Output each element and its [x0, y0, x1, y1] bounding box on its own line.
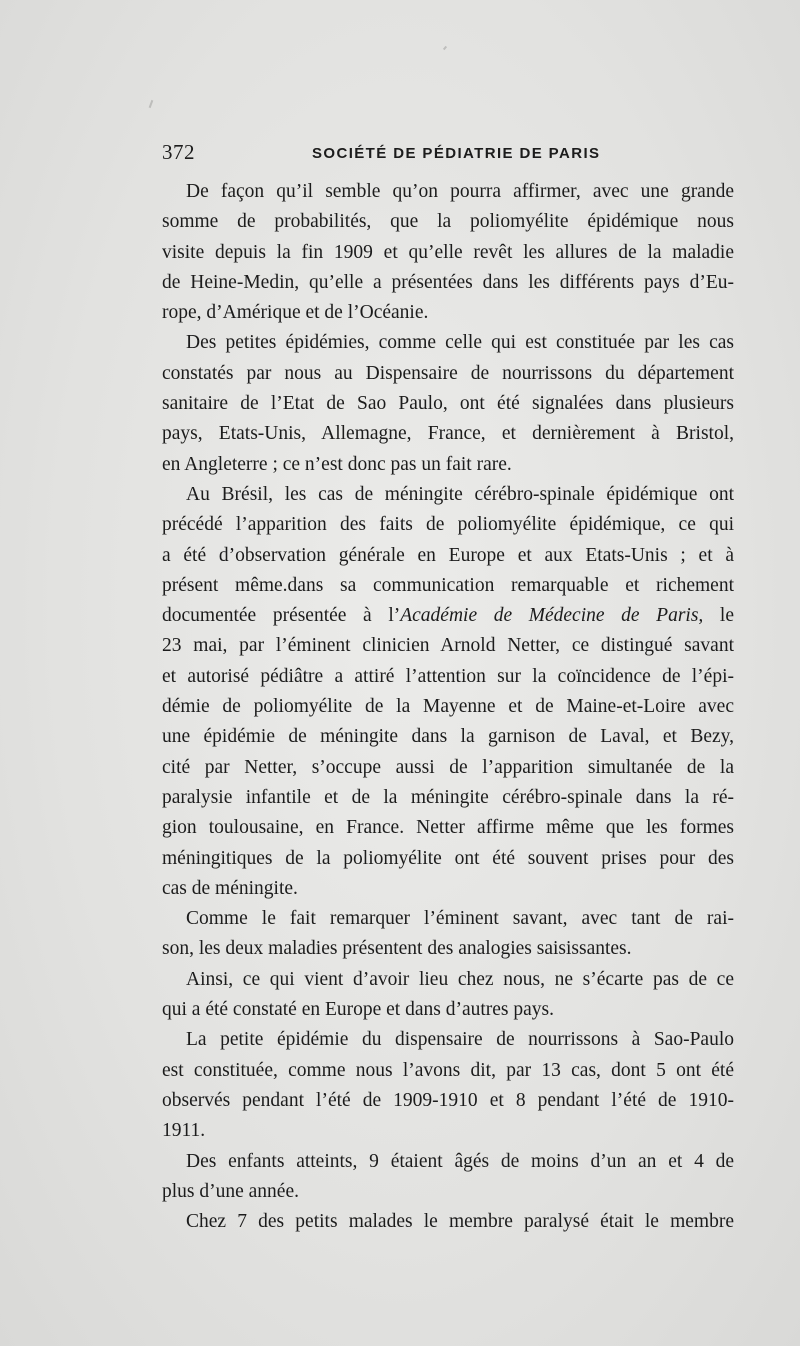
- text-line: 1911.: [162, 1120, 206, 1142]
- text-line: méningitiques de la poliomyélite ont été souvent prises pour des: [162, 847, 734, 869]
- text-line: sanitaire de l’Etat de Sao Paulo, ont été signalées dans plusieurs: [162, 393, 734, 415]
- text-line: en Angleterre ; ce n’est donc pas un fait rare.: [162, 453, 512, 475]
- text-line: Chez 7 des petits malades le membre paralysé était le membre: [186, 1211, 734, 1233]
- text-line: Ainsi, ce qui vient d’avoir lieu chez nous, ne s’écarte pas de ce: [186, 968, 734, 990]
- text-line: est constituée, comme nous l’avons dit, par 13 cas, dont 5 ont été: [162, 1059, 734, 1081]
- text-line: plus d’une année.: [162, 1180, 299, 1202]
- text-line: gion toulousaine, en France. Netter affirme même que les formes: [162, 817, 734, 839]
- page-number: 372: [162, 140, 195, 164]
- text-line: documentée présentée à l’Académie de Médecine de Paris, le: [162, 605, 734, 627]
- text-line: démie de poliomyélite de la Mayenne et de Maine-et-Loire avec: [162, 696, 734, 718]
- text-line: présent même.dans sa communication remarquable et richement: [162, 574, 734, 596]
- text-line: une épidémie de méningite dans la garnison de Laval, et Bezy,: [162, 726, 734, 748]
- text-line: 23 mai, par l’éminent clinicien Arnold Netter, ce distingué savant: [162, 635, 734, 657]
- text-line: constatés par nous au Dispensaire de nourrissons du département: [162, 362, 734, 384]
- text-line: visite depuis la fin 1909 et qu’elle revêt les allures de la maladie: [162, 241, 734, 263]
- text-line: et autorisé pédiâtre a attiré l’attention sur la coïncidence de l’épi-: [162, 665, 734, 687]
- italic-title: Académie de Médecine de Paris,: [400, 605, 704, 627]
- text-line: Au Brésil, les cas de méningite cérébro-spinale épidémique ont: [186, 483, 734, 505]
- text-line: rope, d’Amérique et de l’Océanie.: [162, 302, 429, 324]
- text-line: somme de probabilités, que la poliomyélite épidémique nous: [162, 211, 734, 233]
- text-line: qui a été constaté en Europe et dans d’autres pays.: [162, 999, 555, 1021]
- text-line: observés pendant l’été de 1909-1910 et 8 pendant l’été de 1910-: [162, 1089, 734, 1111]
- text-line: son, les deux maladies présentent des analogies saisissantes.: [162, 938, 632, 960]
- text-line: paralysie infantile et de la méningite cérébro-spinale dans la ré-: [162, 786, 734, 808]
- text-line: La petite épidémie du dispensaire de nourrissons à Sao-Paulo: [186, 1029, 734, 1051]
- page-header: [162, 140, 732, 170]
- text-line: Des enfants atteints, 9 étaient âgés de moins d’un an et 4 de: [186, 1150, 734, 1172]
- text-line: a été d’observation générale en Europe et aux Etats-Unis ; et à: [162, 544, 734, 566]
- running-head: SOCIÉTÉ DE PÉDIATRIE DE PARIS: [312, 145, 601, 162]
- text-line: cité par Netter, s’occupe aussi de l’apparition simultanée de la: [162, 756, 734, 778]
- body-text: [162, 177, 734, 1237]
- text-line: Des petites épidémies, comme celle qui est constituée par les cas: [186, 332, 734, 354]
- text-line: précédé l’apparition des faits de poliomyélite épidémique, ce qui: [162, 514, 734, 536]
- scan-speck: [443, 46, 447, 50]
- text-line: De façon qu’il semble qu’on pourra affirmer, avec une grande: [186, 181, 734, 202]
- text-line: pays, Etats-Unis, Allemagne, France, et dernièrement à Bristol,: [162, 423, 734, 445]
- text-line: Comme le fait remarquer l’éminent savant, avec tant de rai-: [186, 908, 734, 930]
- text-line: cas de méningite.: [162, 877, 298, 899]
- text-line: de Heine-Medin, qu’elle a présentées dans les différents pays d’Eu-: [162, 271, 734, 293]
- scan-speck: [149, 100, 154, 108]
